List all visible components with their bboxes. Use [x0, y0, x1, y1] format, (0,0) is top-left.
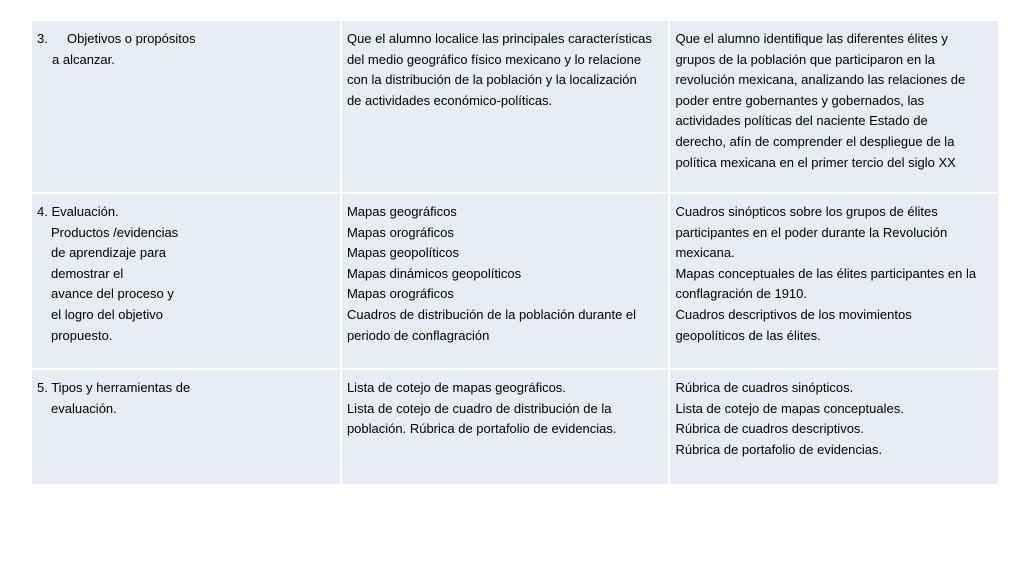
cell-line: de aprendizaje para: [51, 245, 166, 261]
table-cell-col2: [341, 20, 670, 193]
table-row: [31, 193, 999, 369]
section-number: 3.: [37, 31, 48, 46]
table-row: [31, 20, 999, 193]
cell-line: a alcanzar.: [52, 51, 115, 67]
cell-line: participantes en el poder durante la Revolución: [675, 224, 948, 240]
cell-line: derecho, afín de comprender el despliegue de la: [675, 133, 955, 149]
cell-line: Lista de cotejo de mapas geográficos.: [346, 380, 566, 395]
cell-line: Lista de cotejo de mapas conceptuales.: [675, 400, 904, 416]
cell-line: Mapas geográficos: [346, 204, 457, 219]
cell-line: Rúbrica de cuadros descriptivos.: [675, 421, 865, 437]
cell-line: mexicana.: [675, 245, 735, 261]
cell-line: Rúbrica de cuadros sinópticos.: [675, 380, 854, 395]
cell-line: Cuadros de distribución de la población durante el: [346, 306, 637, 322]
cell-line: Productos /evidencias: [51, 224, 179, 240]
cell-line: grupos de la población que participaron en la: [675, 51, 935, 67]
table-cell-section: [31, 20, 341, 193]
table-cell-col2: [341, 369, 670, 485]
cell-line: 3. Objetivos o propósitos: [37, 29, 335, 50]
cell-line: Cuadros sinópticos sobre los grupos de élites: [675, 204, 938, 219]
cell-line: 4. Evaluación.: [37, 204, 119, 219]
cell-line: el logro del objetivo: [51, 306, 164, 322]
table-cell-col2: [341, 193, 670, 369]
cell-line: Rúbrica de portafolio de evidencias.: [675, 441, 883, 457]
table-cell-section: [31, 369, 341, 485]
cell-line: población. Rúbrica de portafolio de evidencias.: [346, 421, 617, 437]
table-cell-col3: [669, 369, 999, 485]
cell-line: Mapas conceptuales de las élites participantes en la: [675, 265, 977, 281]
table-row: [31, 369, 999, 485]
cell-line: avance del proceso y: [51, 286, 174, 302]
cell-line: evaluación.: [51, 400, 117, 416]
table-cell-col3: [669, 193, 999, 369]
cell-line: poder entre gobernantes y gobernados, las: [675, 92, 925, 108]
cell-line: 5. Tipos y herramientas de: [37, 380, 191, 395]
cell-line: actividades políticas del naciente Estado de: [675, 113, 928, 129]
cell-line: del medio geográfico físico mexicano y lo relacione: [346, 51, 642, 67]
cell-line: Mapas dinámicos geopolíticos: [346, 265, 522, 281]
content-table: [30, 19, 1000, 486]
cell-line: Mapas orográficos: [346, 224, 454, 240]
table-cell-section: [31, 193, 341, 369]
cell-line: Que el alumno identifique las diferentes élites y: [675, 31, 948, 46]
cell-line: propuesto.: [51, 327, 113, 343]
cell-line: de actividades económico-políticas.: [346, 92, 553, 108]
cell-line: geopolíticos de las élites.: [675, 327, 821, 343]
table-cell-col3: [669, 20, 999, 193]
cell-line: demostrar el: [51, 265, 124, 281]
cell-line: con la distribución de la población y la localización: [346, 72, 637, 88]
cell-line: política mexicana en el primer tercio del siglo XX: [675, 154, 956, 170]
cell-line: revolución mexicana, analizando las relaciones de: [675, 72, 966, 88]
cell-line: Que el alumno localice las principales características: [346, 31, 652, 46]
cell-line: Lista de cotejo de cuadro de distribución de la: [346, 400, 612, 416]
cell-line: periodo de conflagración: [346, 327, 490, 343]
cell-line: conflagración de 1910.: [675, 286, 807, 302]
cell-line: Mapas orográficos: [346, 286, 454, 302]
cell-line: Mapas geopolíticos: [346, 245, 459, 261]
cell-line: Cuadros descriptivos de los movimientos: [675, 306, 912, 322]
